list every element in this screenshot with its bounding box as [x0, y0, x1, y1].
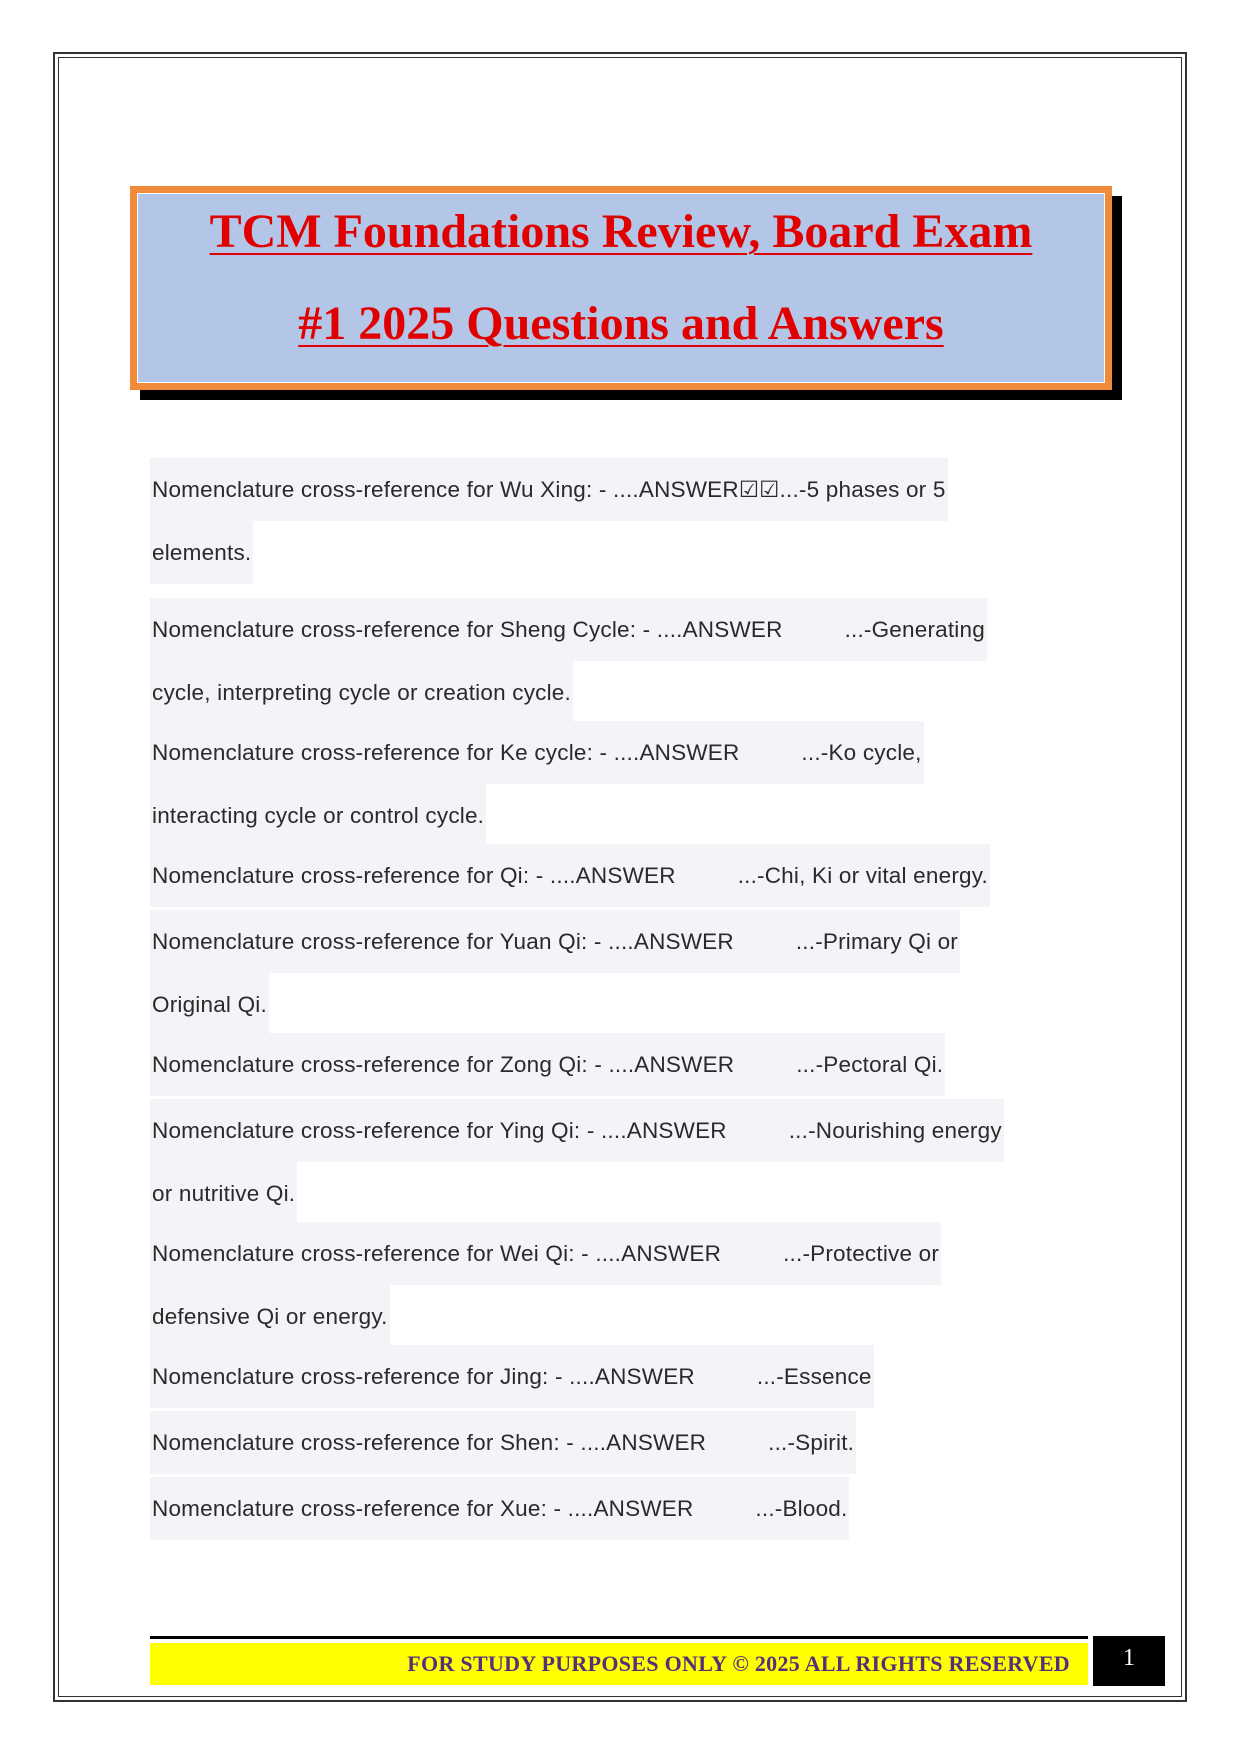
entry-question: Nomenclature cross-reference for Ke cycle: - ....ANSWER — [152, 740, 740, 765]
entry-continuation: interacting cycle or control cycle. — [150, 784, 486, 847]
entry-question: Nomenclature cross-reference for Jing: - ....ANSWER — [152, 1364, 695, 1389]
title-line-2: #1 2025 Questions and Answers — [298, 297, 944, 350]
footer-text: FOR STUDY PURPOSES ONLY © 2025 ALL RIGHTS RESERVED — [407, 1651, 1070, 1676]
entry-answer: ...-Generating — [844, 617, 985, 642]
entry-answer: ...-Blood. — [755, 1496, 848, 1521]
entry-line — [150, 721, 924, 784]
entry-question: Nomenclature cross-reference for Shen: - ....ANSWER — [152, 1430, 707, 1455]
title-line-1: TCM Foundations Review, Board Exam — [209, 205, 1033, 258]
footer-rule — [150, 1636, 1088, 1639]
entry-question: Nomenclature cross-reference for Sheng Cycle: - ....ANSWER — [152, 617, 783, 642]
entry-xue — [150, 1477, 1100, 1540]
entry-continuation: cycle, interpreting cycle or creation cycle. — [150, 661, 573, 724]
entry-line — [150, 910, 960, 973]
entry-answer: ...-Protective or — [783, 1241, 940, 1266]
entry-continuation: Original Qi. — [150, 973, 269, 1036]
entry-question: Nomenclature cross-reference for Qi: - ....ANSWER — [152, 863, 676, 888]
entry-question: Nomenclature cross-reference for Ying Qi: - ....ANSWER — [152, 1118, 727, 1143]
entry-question: Nomenclature cross-reference for Wei Qi: - ....ANSWER — [152, 1241, 722, 1266]
title-box — [130, 186, 1112, 390]
entry-ying-qi — [150, 1099, 1100, 1225]
footer-band — [150, 1643, 1088, 1685]
entry-qi — [150, 844, 1100, 907]
entry-answer: ...-Primary Qi or — [795, 929, 958, 954]
entry-answer: ...-Ko cycle, — [801, 740, 922, 765]
entry-yuan-qi — [150, 910, 1100, 1036]
entry-continuation: defensive Qi or energy. — [150, 1285, 390, 1348]
entry-line — [150, 1411, 856, 1474]
entry-answer: ...-Essence — [756, 1364, 872, 1389]
entry-line — [150, 1345, 874, 1408]
entry-answer: ...-Nourishing energy — [788, 1118, 1002, 1143]
entry-line — [150, 1099, 1004, 1162]
entry-line — [150, 1222, 941, 1285]
entry-jing — [150, 1345, 1100, 1408]
entry-question: Nomenclature cross-reference for Xue: - ....ANSWER — [152, 1496, 694, 1521]
entry-answer: ...-Chi, Ki or vital energy. — [737, 863, 988, 888]
entry-line — [150, 844, 990, 907]
entry-continuation: elements. — [150, 521, 253, 584]
entry-question: Nomenclature cross-reference for Zong Qi: - ....ANSWER — [152, 1052, 735, 1077]
entry-line — [150, 1033, 945, 1096]
entry-continuation: or nutritive Qi. — [150, 1162, 297, 1225]
entry-ke-cycle — [150, 721, 1100, 847]
entry-question: Nomenclature cross-reference for Wu Xing: - ....ANSWER☑☑...-5 phases or 5 — [150, 458, 948, 521]
entry-line — [150, 598, 987, 661]
entry-sheng-cycle — [150, 598, 1100, 724]
entry-answer: ...-Pectoral Qi. — [796, 1052, 944, 1077]
entry-wei-qi — [150, 1222, 1100, 1348]
title-panel — [137, 193, 1105, 383]
page-number: 1 — [1093, 1636, 1165, 1686]
entry-question: Nomenclature cross-reference for Yuan Qi: - ....ANSWER — [152, 929, 734, 954]
entry-zong-qi — [150, 1033, 1100, 1096]
entry-shen — [150, 1411, 1100, 1474]
entry-answer: ...-Spirit. — [768, 1430, 855, 1455]
entry-wu-xing — [150, 458, 1100, 584]
entry-line — [150, 1477, 849, 1540]
